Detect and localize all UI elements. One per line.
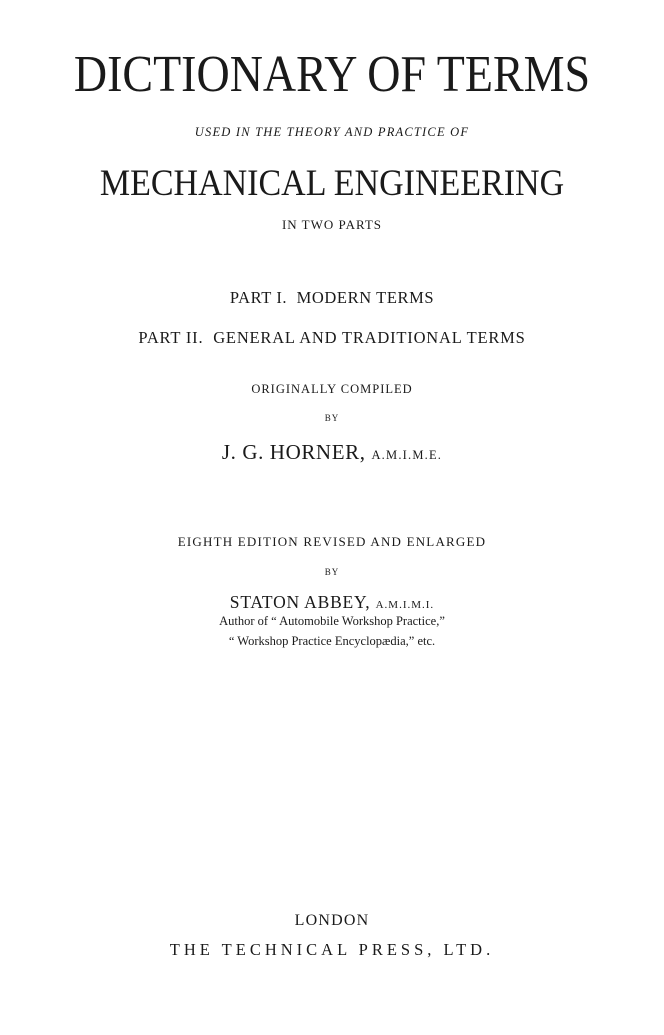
parts-note: IN TWO PARTS: [281, 217, 383, 232]
book-subtitle: USED IN THE THEORY AND PRACTICE OF: [194, 125, 470, 139]
revising-author-name: STATON ABBEY,: [229, 592, 371, 612]
revising-author-credentials: A.M.I.M.I.: [375, 599, 435, 611]
book-title: DICTIONARY OF TERMS: [73, 44, 591, 102]
compiled-note: ORIGINALLY COMPILED: [251, 382, 413, 396]
part-two-heading: PART II. GENERAL AND TRADITIONAL TERMS: [138, 328, 526, 347]
book-title-secondary: MECHANICAL ENGINEERING: [99, 163, 565, 204]
publisher-name: THE TECHNICAL PRESS, LTD.: [169, 940, 495, 959]
author-works-line-1: Author of “ Automobile Workshop Practice,”: [219, 614, 445, 628]
by-label-first: BY: [324, 413, 340, 423]
original-author: [0, 438, 664, 469]
publication-city: LONDON: [294, 912, 370, 929]
by-label-second: BY: [324, 567, 340, 577]
author-works-line-2: “ Workshop Practice Encyclopædia,” etc.: [228, 634, 436, 648]
original-author-credentials: A.M.I.M.E.: [371, 448, 443, 462]
original-author-name: J. G. HORNER,: [221, 440, 366, 464]
part-one-heading: PART I. MODERN TERMS: [229, 288, 435, 307]
edition-note: EIGHTH EDITION REVISED AND ENLARGED: [177, 534, 487, 549]
